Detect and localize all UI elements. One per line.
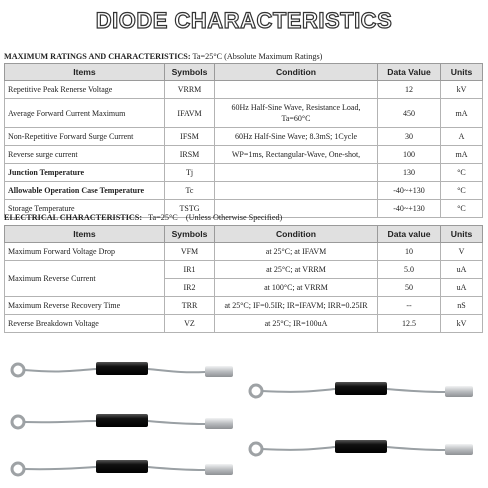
item-cell: Repetitive Peak Renerse Voltage: [5, 81, 165, 99]
condition-cell: at 25°C; IR=100uA: [215, 315, 378, 333]
item-cell: Reverse surge current: [5, 146, 165, 164]
symbol-cell: VRRM: [165, 81, 215, 99]
col-items: Items: [5, 64, 165, 81]
max-ratings-table: [4, 63, 483, 218]
col-condition: Condition: [215, 226, 378, 243]
table-row: [5, 146, 483, 164]
electrical-table: [4, 225, 483, 333]
condition-cell: [215, 182, 378, 200]
value-cell: 10: [378, 243, 441, 261]
table-row: [5, 315, 483, 333]
unit-cell: uA: [441, 279, 483, 297]
electrical-heading: [4, 213, 282, 222]
max-ratings-heading: [4, 52, 322, 61]
table-row: [5, 128, 483, 146]
max-ratings-header-row: [5, 64, 483, 81]
condition-cell: 60Hz Half-Sine Wave, Resistance Load, Ta=60°C: [215, 99, 378, 128]
max-ratings-heading-bold: MAXIMUM RATINGS AND CHARACTERISTICS:: [4, 52, 191, 61]
value-cell: -40~+130: [378, 182, 441, 200]
col-symbols: Symbols: [165, 226, 215, 243]
condition-cell: WP=1ms, Rectangular-Wave, One-shot,: [215, 146, 378, 164]
table-row: [5, 261, 483, 279]
col-data-value: Data Value: [378, 64, 441, 81]
col-data-value: Data value: [378, 226, 441, 243]
unit-cell: °C: [441, 164, 483, 182]
unit-cell: °C: [441, 200, 483, 218]
symbol-cell: TSTG: [165, 200, 215, 218]
value-cell: 450: [378, 99, 441, 128]
symbol-cell: IR1: [165, 261, 215, 279]
item-cell: Average Forward Current Maximum: [5, 99, 165, 128]
unit-cell: A: [441, 128, 483, 146]
value-cell: 50: [378, 279, 441, 297]
item-cell: Maximum Forward Voltage Drop: [5, 243, 165, 261]
item-cell: Junction Temperature: [5, 164, 165, 182]
diode-item: [250, 440, 473, 455]
item-cell: Storage Temperature: [5, 200, 165, 218]
table-row: [5, 297, 483, 315]
value-cell: 5.0: [378, 261, 441, 279]
diode-item: [250, 382, 473, 397]
condition-cell: at 25°C; at IFAVM: [215, 243, 378, 261]
value-cell: -40~+130: [378, 200, 441, 218]
value-cell: 130: [378, 164, 441, 182]
value-cell: 12.5: [378, 315, 441, 333]
symbol-cell: VZ: [165, 315, 215, 333]
table-row: [5, 164, 483, 182]
item-cell: Maximum Reverse Current: [5, 261, 165, 297]
unit-cell: kV: [441, 81, 483, 99]
symbol-cell: Tj: [165, 164, 215, 182]
item-cell: Reverse Breakdown Voltage: [5, 315, 165, 333]
condition-cell: at 25°C; IF=0.5IR; IR=IFAVM; IRR=0.25IR: [215, 297, 378, 315]
item-cell: Non-Repetitive Forward Surge Current: [5, 128, 165, 146]
max-ratings-heading-rest: Ta=25°C (Absolute Maximum Ratings): [190, 52, 323, 61]
col-symbols: Symbols: [165, 64, 215, 81]
table-row: [5, 182, 483, 200]
diode-item: [12, 460, 233, 475]
col-condition: Condition: [215, 64, 378, 81]
unit-cell: mA: [441, 99, 483, 128]
unit-cell: °C: [441, 182, 483, 200]
unit-cell: nS: [441, 297, 483, 315]
unit-cell: uA: [441, 261, 483, 279]
diode-item: [12, 414, 233, 429]
symbol-cell: IRSM: [165, 146, 215, 164]
condition-cell: [215, 81, 378, 99]
diode-item: [12, 362, 233, 377]
item-cell: Maximum Reverse Recovery Time: [5, 297, 165, 315]
col-units: Units: [441, 64, 483, 81]
unit-cell: V: [441, 243, 483, 261]
col-units: Units: [441, 226, 483, 243]
value-cell: 30: [378, 128, 441, 146]
table-row: [5, 81, 483, 99]
value-cell: --: [378, 297, 441, 315]
value-cell: 100: [378, 146, 441, 164]
symbol-cell: IFAVM: [165, 99, 215, 128]
symbol-cell: IFSM: [165, 128, 215, 146]
symbol-cell: VFM: [165, 243, 215, 261]
unit-cell: kV: [441, 315, 483, 333]
page-title: DIODE CHARACTERISTICS: [95, 8, 393, 33]
diode-product-photo: [0, 345, 488, 488]
electrical-header-row: [5, 226, 483, 243]
col-items: Items: [5, 226, 165, 243]
electrical-heading-rest: Ta=25°C (Unless Otherwise Specified): [142, 213, 283, 222]
condition-cell: [215, 164, 378, 182]
symbol-cell: IR2: [165, 279, 215, 297]
symbol-cell: Tc: [165, 182, 215, 200]
condition-cell: at 100°C; at VRRM: [215, 279, 378, 297]
condition-cell: 60Hz Half-Sine Wave; 8.3mS; 1Cycle: [215, 128, 378, 146]
table-row: [5, 243, 483, 261]
condition-cell: at 25°C; at VRRM: [215, 261, 378, 279]
item-cell: Allowable Operation Case Temperature: [5, 182, 165, 200]
unit-cell: mA: [441, 146, 483, 164]
table-row: [5, 99, 483, 128]
symbol-cell: TRR: [165, 297, 215, 315]
value-cell: 12: [378, 81, 441, 99]
electrical-heading-bold: ELECTRICAL CHARACTERISTICS:: [4, 213, 143, 222]
